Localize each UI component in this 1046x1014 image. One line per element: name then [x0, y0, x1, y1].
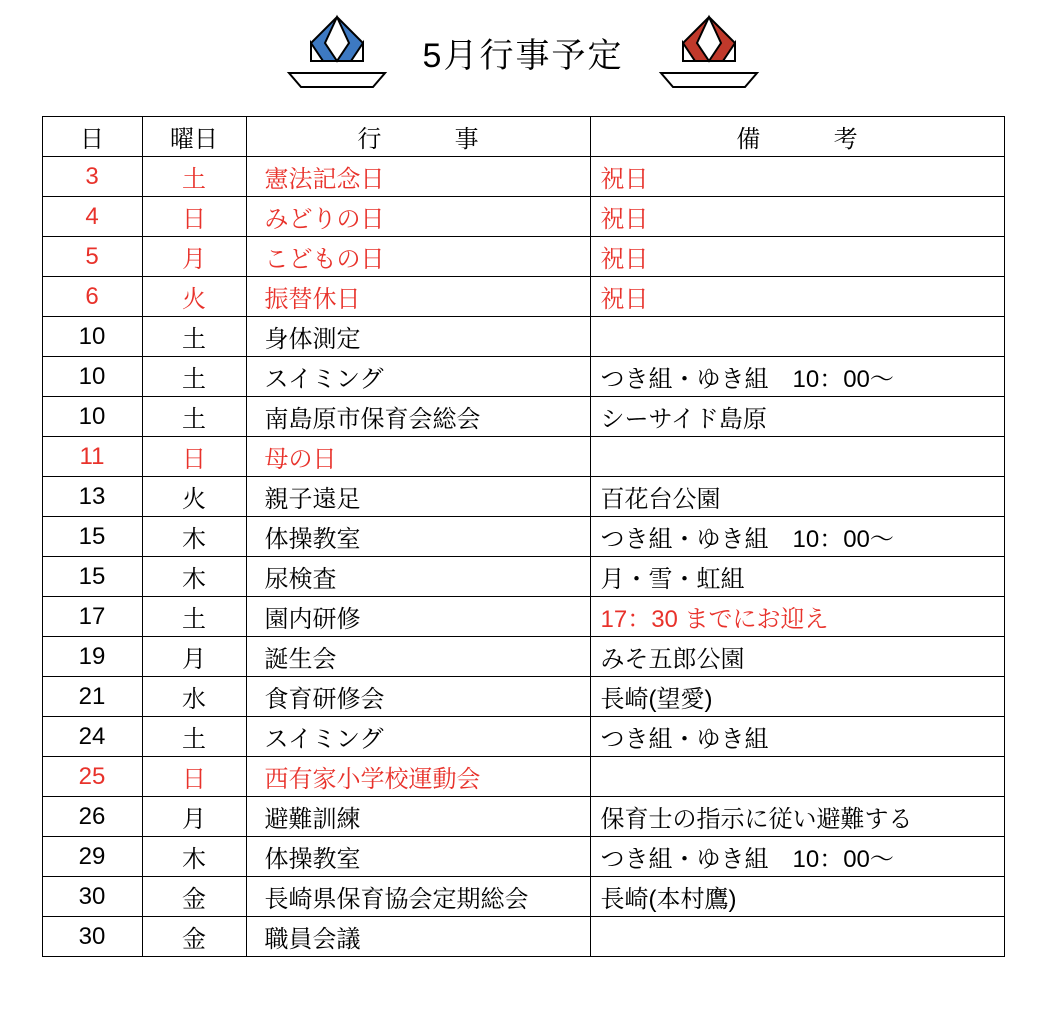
cell-weekday: 土 [142, 317, 246, 357]
schedule-table-body [42, 157, 1004, 957]
table-row [42, 397, 1004, 437]
cell-weekday: 日 [142, 757, 246, 797]
cell-day: 30 [42, 877, 142, 917]
cell-day: 10 [42, 357, 142, 397]
table-row [42, 197, 1004, 237]
cell-note: 長崎(望愛) [590, 677, 1004, 717]
table-row [42, 837, 1004, 877]
cell-note: 月・雪・虹組 [590, 557, 1004, 597]
table-row [42, 637, 1004, 677]
cell-day: 19 [42, 637, 142, 677]
cell-day: 10 [42, 317, 142, 357]
cell-event: 誕生会 [246, 637, 590, 677]
column-header-event: 行 事 [246, 117, 590, 157]
table-row [42, 797, 1004, 837]
cell-event: みどりの日 [246, 197, 590, 237]
table-row [42, 597, 1004, 637]
column-header-day: 日 [42, 117, 142, 157]
cell-weekday: 土 [142, 157, 246, 197]
cell-day: 25 [42, 757, 142, 797]
cell-event: 母の日 [246, 437, 590, 477]
cell-note: 保育士の指示に従い避難する [590, 797, 1004, 837]
cell-weekday: 土 [142, 717, 246, 757]
cell-day: 5 [42, 237, 142, 277]
cell-note: つき組・ゆき組 10：00〜 [590, 517, 1004, 557]
cell-weekday: 土 [142, 597, 246, 637]
table-row [42, 357, 1004, 397]
cell-event: 身体測定 [246, 317, 590, 357]
table-row [42, 317, 1004, 357]
table-row [42, 917, 1004, 957]
cell-event: 西有家小学校運動会 [246, 757, 590, 797]
cell-day: 15 [42, 557, 142, 597]
cell-weekday: 月 [142, 797, 246, 837]
table-row [42, 237, 1004, 277]
school-crest-red-icon [649, 13, 769, 91]
cell-note: みそ五郎公園 [590, 637, 1004, 677]
table-row [42, 477, 1004, 517]
cell-weekday: 日 [142, 437, 246, 477]
cell-note: 祝日 [590, 277, 1004, 317]
table-row [42, 277, 1004, 317]
table-row [42, 437, 1004, 477]
cell-note: つき組・ゆき組 10：00〜 [590, 357, 1004, 397]
cell-event: 親子遠足 [246, 477, 590, 517]
cell-note [590, 917, 1004, 957]
cell-event: 長崎県保育協会定期総会 [246, 877, 590, 917]
cell-day: 30 [42, 917, 142, 957]
cell-weekday: 木 [142, 837, 246, 877]
cell-day: 15 [42, 517, 142, 557]
cell-weekday: 月 [142, 237, 246, 277]
cell-event: 職員会議 [246, 917, 590, 957]
cell-weekday: 土 [142, 357, 246, 397]
table-header-row [42, 117, 1004, 157]
cell-day: 4 [42, 197, 142, 237]
cell-event: 避難訓練 [246, 797, 590, 837]
table-row [42, 717, 1004, 757]
cell-note: 祝日 [590, 237, 1004, 277]
cell-day: 13 [42, 477, 142, 517]
cell-note [590, 757, 1004, 797]
cell-note: 祝日 [590, 157, 1004, 197]
column-header-note: 備 考 [590, 117, 1004, 157]
table-row [42, 517, 1004, 557]
table-row [42, 157, 1004, 197]
cell-note: 長崎(本村鷹) [590, 877, 1004, 917]
cell-event: 食育研修会 [246, 677, 590, 717]
cell-weekday: 日 [142, 197, 246, 237]
cell-weekday: 月 [142, 637, 246, 677]
cell-note: 祝日 [590, 197, 1004, 237]
cell-weekday: 水 [142, 677, 246, 717]
cell-event: 南島原市保育会総会 [246, 397, 590, 437]
cell-weekday: 火 [142, 277, 246, 317]
cell-weekday: 金 [142, 917, 246, 957]
cell-note: 百花台公園 [590, 477, 1004, 517]
cell-day: 11 [42, 437, 142, 477]
cell-day: 29 [42, 837, 142, 877]
cell-day: 10 [42, 397, 142, 437]
page-title: 5月行事予定 [422, 36, 624, 75]
cell-day: 3 [42, 157, 142, 197]
cell-day: 21 [42, 677, 142, 717]
cell-event: 振替休日 [246, 277, 590, 317]
document-header [0, 0, 1046, 100]
cell-day: 17 [42, 597, 142, 637]
cell-event: 体操教室 [246, 517, 590, 557]
column-header-weekday: 曜日 [142, 117, 246, 157]
cell-note [590, 437, 1004, 477]
cell-note: つき組・ゆき組 [590, 717, 1004, 757]
cell-day: 26 [42, 797, 142, 837]
cell-event: 尿検査 [246, 557, 590, 597]
cell-weekday: 土 [142, 397, 246, 437]
cell-event: スイミング [246, 717, 590, 757]
cell-day: 6 [42, 277, 142, 317]
cell-event: 憲法記念日 [246, 157, 590, 197]
cell-day: 24 [42, 717, 142, 757]
table-row [42, 677, 1004, 717]
cell-event: スイミング [246, 357, 590, 397]
cell-event: 体操教室 [246, 837, 590, 877]
schedule-table [42, 116, 1005, 957]
cell-note [590, 317, 1004, 357]
cell-weekday: 火 [142, 477, 246, 517]
table-row [42, 877, 1004, 917]
cell-event: 園内研修 [246, 597, 590, 637]
table-row [42, 557, 1004, 597]
cell-note: シーサイド島原 [590, 397, 1004, 437]
school-crest-blue-icon [277, 13, 397, 91]
cell-weekday: 木 [142, 557, 246, 597]
cell-note: 17：30 までにお迎え [590, 597, 1004, 637]
table-row [42, 757, 1004, 797]
cell-weekday: 金 [142, 877, 246, 917]
cell-event: こどもの日 [246, 237, 590, 277]
cell-weekday: 木 [142, 517, 246, 557]
cell-note: つき組・ゆき組 10：00〜 [590, 837, 1004, 877]
